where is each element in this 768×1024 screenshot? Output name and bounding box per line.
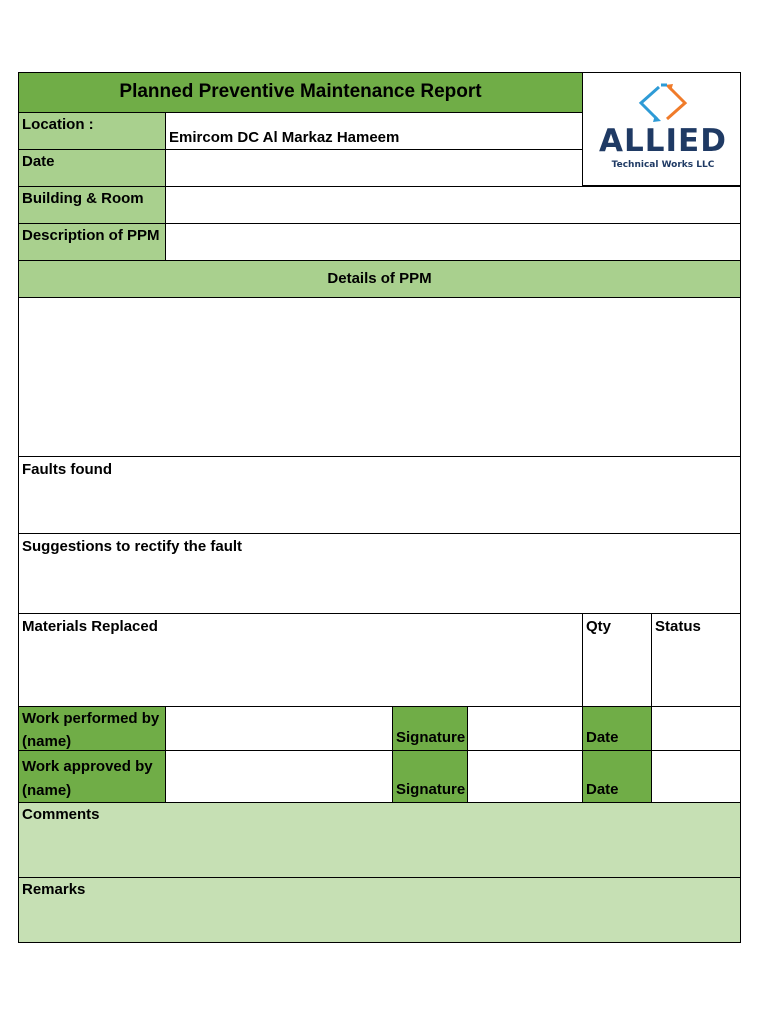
work-approved-date-label <box>582 750 652 803</box>
details-field[interactable] <box>18 297 741 457</box>
comments-label: Comments <box>22 806 100 823</box>
work-performed-name-field[interactable] <box>165 706 393 751</box>
date-label-text: Date <box>586 729 619 746</box>
location-label: Location : <box>18 112 166 150</box>
faults-found-section[interactable] <box>18 456 741 534</box>
logo-wordmark: ALLIED <box>599 123 727 159</box>
suggestions-section[interactable] <box>18 533 741 614</box>
details-heading: Details of PPM <box>18 260 741 298</box>
materials-replaced-section[interactable] <box>18 613 583 707</box>
location-value[interactable]: Emircom DC Al Markaz Hameem <box>165 112 583 150</box>
qty-label: Qty <box>586 618 612 635</box>
work-approved-date-field[interactable] <box>651 750 741 803</box>
work-approved-name-field[interactable] <box>165 750 393 803</box>
arrows-diamond-icon <box>635 81 691 125</box>
suggestions-label: Suggestions to rectify the fault <box>22 538 243 555</box>
work-approved-signature-field[interactable] <box>467 750 583 803</box>
status-label: Status <box>655 618 701 635</box>
work-performed-date-label <box>582 706 652 751</box>
signature-label-text: Signature <box>396 781 466 798</box>
work-performed-signature-field[interactable] <box>467 706 583 751</box>
description-label: Description of PPM <box>18 223 166 261</box>
date-field[interactable] <box>165 149 583 187</box>
faults-found-label: Faults found <box>22 461 112 478</box>
company-logo <box>582 72 741 186</box>
qty-column[interactable] <box>582 613 652 707</box>
signature-label-text: Signature <box>396 729 466 746</box>
work-performed-date-field[interactable] <box>651 706 741 751</box>
logo-subtitle: Technical Works LLC <box>611 160 715 170</box>
date-label: Date <box>18 149 166 187</box>
work-performed-label: Work performed by (name) <box>18 706 166 751</box>
remarks-label: Remarks <box>22 881 86 898</box>
date-label-text: Date <box>586 781 619 798</box>
report-title: Planned Preventive Maintenance Report <box>18 72 583 113</box>
status-column[interactable] <box>651 613 741 707</box>
remarks-section[interactable] <box>18 877 741 943</box>
building-room-label: Building & Room <box>18 186 166 224</box>
work-approved-label: Work approved by (name) <box>18 750 166 803</box>
work-approved-signature-label <box>392 750 468 803</box>
comments-section[interactable] <box>18 802 741 878</box>
description-field[interactable] <box>165 223 741 261</box>
work-performed-signature-label <box>392 706 468 751</box>
building-room-field[interactable] <box>165 186 741 224</box>
materials-replaced-label: Materials Replaced <box>22 618 158 635</box>
